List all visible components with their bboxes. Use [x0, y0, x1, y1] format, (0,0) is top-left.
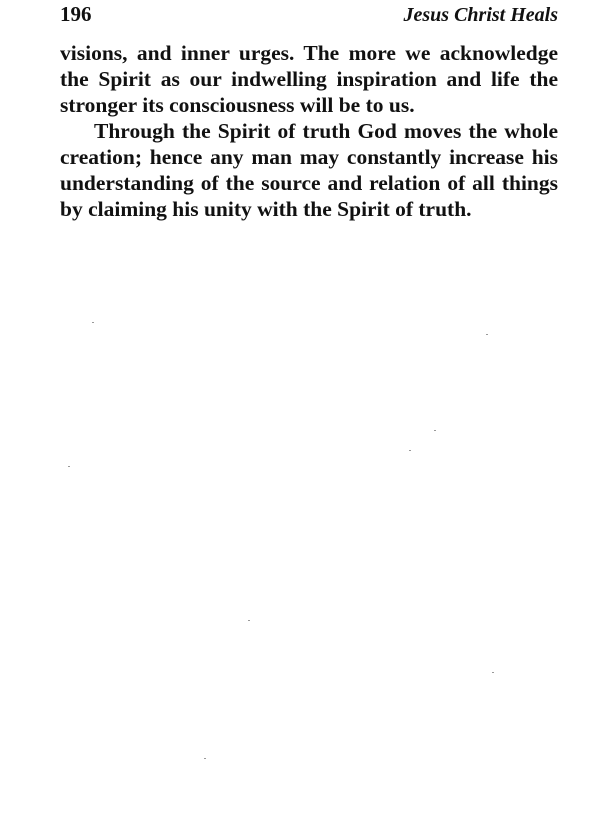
- scan-speck: [434, 430, 436, 431]
- paragraph-continuation: visions, and inner urges. The more we acknowledge the Spirit as our indwelling inspiration and life the stronger its consciousness will be to us.: [60, 41, 558, 117]
- scan-speck: [92, 322, 94, 323]
- scan-speck: [486, 334, 488, 335]
- body-text: [60, 40, 558, 222]
- scan-speck: [248, 620, 250, 621]
- scan-speck: [68, 466, 70, 467]
- scan-speck: [492, 672, 494, 673]
- paragraph: Through the Spirit of truth God moves the whole creation; hence any man may constantly increase his understanding of the source and relation of all things by claiming his unity with the Spirit of truth.: [60, 119, 558, 221]
- running-title: Jesus Christ Heals: [403, 4, 558, 26]
- scan-speck: [204, 758, 206, 759]
- scan-speck: [409, 450, 411, 451]
- page-header: [60, 2, 558, 32]
- page-number: 196: [60, 2, 92, 26]
